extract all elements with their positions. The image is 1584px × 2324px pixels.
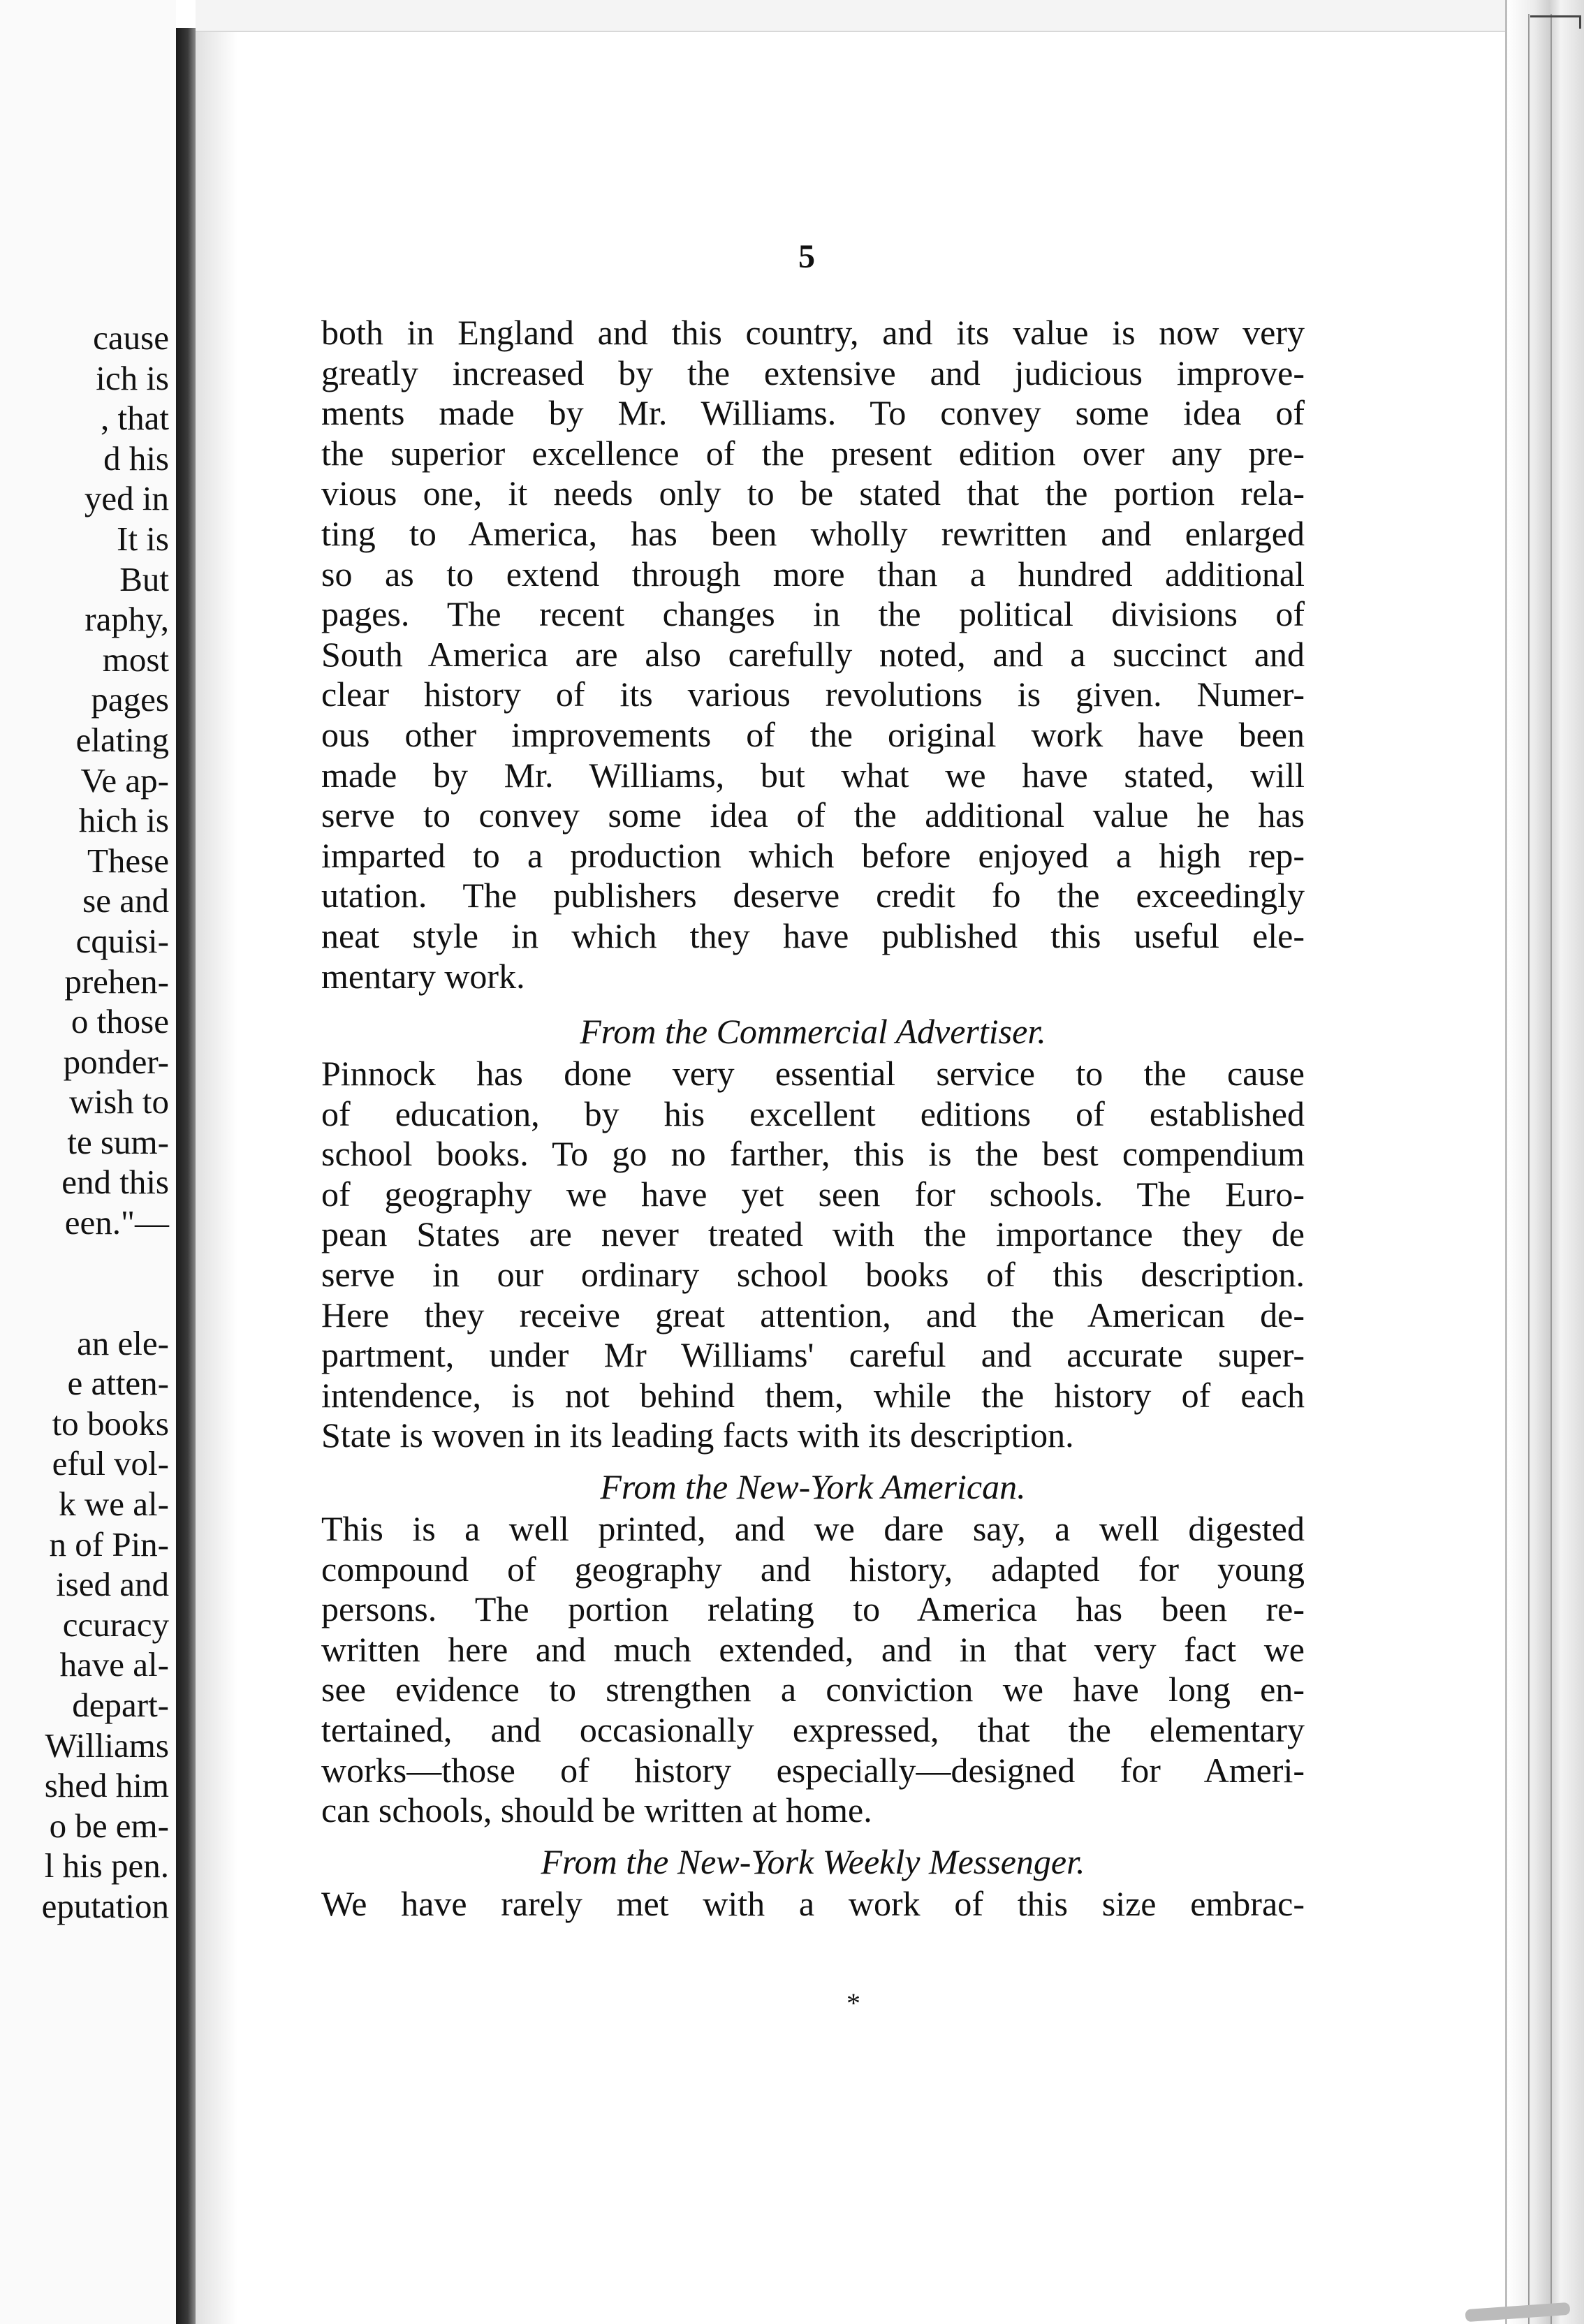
text-line: This is a well printed, and we dare say, a well digested	[321, 1509, 1305, 1549]
left-page-line: d his	[103, 439, 169, 478]
section-heading-new-york-american: From the New-York American.	[600, 1467, 1026, 1507]
left-page-line: wish to	[69, 1082, 169, 1121]
text-line: serve to convey some idea of the additional value he has	[321, 795, 1305, 835]
text-line: partment, under Mr Williams' careful and accurate super-	[321, 1335, 1305, 1375]
left-page-line: hich is	[78, 801, 169, 840]
left-page-line: Williams	[45, 1726, 169, 1765]
left-page-line: ccuracy	[62, 1605, 169, 1644]
page-top-edge	[196, 0, 1509, 32]
left-page-line: ich is	[96, 358, 169, 397]
page-number: 5	[798, 238, 815, 275]
text-line: utation. The publishers deserve credit fo the exceedingly	[321, 876, 1305, 915]
text-line: compound of geography and history, adapted for young	[321, 1549, 1305, 1589]
left-page-line: pages	[91, 680, 169, 719]
text-line: both in England and this country, and its value is now very	[321, 313, 1305, 352]
left-page-line: cause	[93, 318, 169, 357]
signature-mark: *	[846, 1987, 860, 2019]
left-page-line: eful vol-	[52, 1444, 169, 1483]
text-line: vious one, it needs only to be stated that the portion rela-	[321, 473, 1305, 513]
text-line: of geography we have yet seen for schools. The Euro-	[321, 1174, 1305, 1214]
text-line: the superior excellence of the present edition over any pre-	[321, 433, 1305, 473]
text-line: mentary work.	[321, 956, 525, 996]
text-line: tertained, and occasionally expressed, that the elementary	[321, 1710, 1305, 1749]
left-page-line: elating	[75, 720, 169, 759]
page-body	[321, 313, 1305, 1924]
text-line: We have rarely met with a work of this size embrac-	[321, 1883, 1305, 1923]
left-page-line: yed in	[84, 479, 169, 518]
left-page-text	[0, 318, 169, 1927]
left-page-line: most	[102, 640, 169, 679]
text-line: of education, by his excellent editions of established	[321, 1094, 1305, 1133]
text-line: school books. To go no farther, this is the best compendium	[321, 1134, 1305, 1174]
text-line: pages. The recent changes in the political divisions of	[321, 594, 1305, 634]
section-heading-commercial-advertiser: From the Commercial Advertiser.	[580, 1012, 1046, 1052]
text-line: clear history of its various revolutions is given. Numer-	[321, 675, 1305, 714]
text-line: so as to extend through more than a hundred additional	[321, 554, 1305, 594]
text-line: written here and much extended, and in that very fact we	[321, 1629, 1305, 1669]
left-page-line: , that	[101, 399, 169, 438]
text-line: neat style in which they have published this useful ele-	[321, 915, 1305, 955]
left-page-line: to books	[52, 1404, 169, 1443]
left-page-line: k we al-	[59, 1485, 169, 1524]
left-page-line: cquisi-	[75, 921, 169, 960]
left-page-line: depart-	[72, 1686, 169, 1724]
left-page-line: o those	[71, 1002, 169, 1041]
text-line: ments made by Mr. Williams. To convey some idea of	[321, 393, 1305, 433]
text-line: ting to America, has been wholly rewritten and enlarged	[321, 513, 1305, 553]
book-gutter	[176, 28, 196, 2324]
text-line: persons. The portion relating to America has been re-	[321, 1589, 1305, 1629]
left-page-line: shed him	[44, 1766, 169, 1805]
left-page-line: ponder-	[63, 1042, 169, 1081]
text-line: intendence, is not behind them, while the history of each	[321, 1375, 1305, 1415]
left-page-line: o be em-	[49, 1806, 169, 1845]
left-page-line: eputation	[41, 1886, 169, 1925]
text-line: made by Mr. Williams, but what we have stated, will	[321, 755, 1305, 795]
text-line: works—those of history especially—designed for Ameri-	[321, 1750, 1305, 1790]
left-page-line: But	[119, 559, 169, 598]
section-body-weekly-messenger	[321, 1884, 1305, 1925]
left-page-line: te sum-	[67, 1122, 169, 1161]
left-page-line: raphy,	[85, 600, 169, 639]
section-heading-weekly-messenger: From the New-York Weekly Messenger.	[541, 1841, 1085, 1881]
gutter-shadow	[196, 28, 237, 2324]
text-line: see evidence to strengthen a conviction we have long en-	[321, 1670, 1305, 1709]
left-page-line: These	[87, 841, 169, 880]
left-page-line: It is	[117, 519, 169, 558]
text-line: Pinnock has done very essential service to the cause	[321, 1054, 1305, 1094]
left-page-line: Ve ap-	[80, 760, 169, 800]
left-page-line: an ele-	[77, 1323, 169, 1362]
text-line: ous other improvements of the original work have been	[321, 714, 1305, 754]
section-body-new-york-american	[321, 1509, 1305, 1831]
text-line: South America are also carefully noted, and a succinct and	[321, 634, 1305, 674]
text-line: Here they receive great attention, and the American de-	[321, 1295, 1305, 1334]
intro-paragraph	[321, 313, 1305, 996]
left-page-line: een."—	[64, 1203, 169, 1242]
text-line: serve in our ordinary school books of this description.	[321, 1255, 1305, 1295]
section-body-commercial-advertiser	[321, 1054, 1305, 1456]
left-page-line: e atten-	[67, 1364, 169, 1403]
page-edge-stack	[1505, 0, 1584, 2324]
left-page-line: l his pen.	[44, 1846, 169, 1885]
left-page-line: prehen-	[64, 962, 169, 1001]
text-line: pean States are never treated with the importance they de	[321, 1214, 1305, 1254]
left-page-line: end this	[61, 1163, 169, 1202]
left-page-line: ised and	[56, 1565, 169, 1604]
left-page-line: have al-	[59, 1645, 169, 1684]
left-page-line: n of Pin-	[49, 1524, 169, 1564]
text-line: imparted to a production which before enjoyed a high rep-	[321, 835, 1305, 875]
text-line: can schools, should be written at home.	[321, 1790, 872, 1830]
left-page-line: se and	[82, 881, 169, 920]
left-page-fragment	[0, 0, 176, 2324]
text-line: State is woven in its leading facts with its description.	[321, 1415, 1074, 1455]
text-line: greatly increased by the extensive and judicious improve-	[321, 353, 1305, 392]
